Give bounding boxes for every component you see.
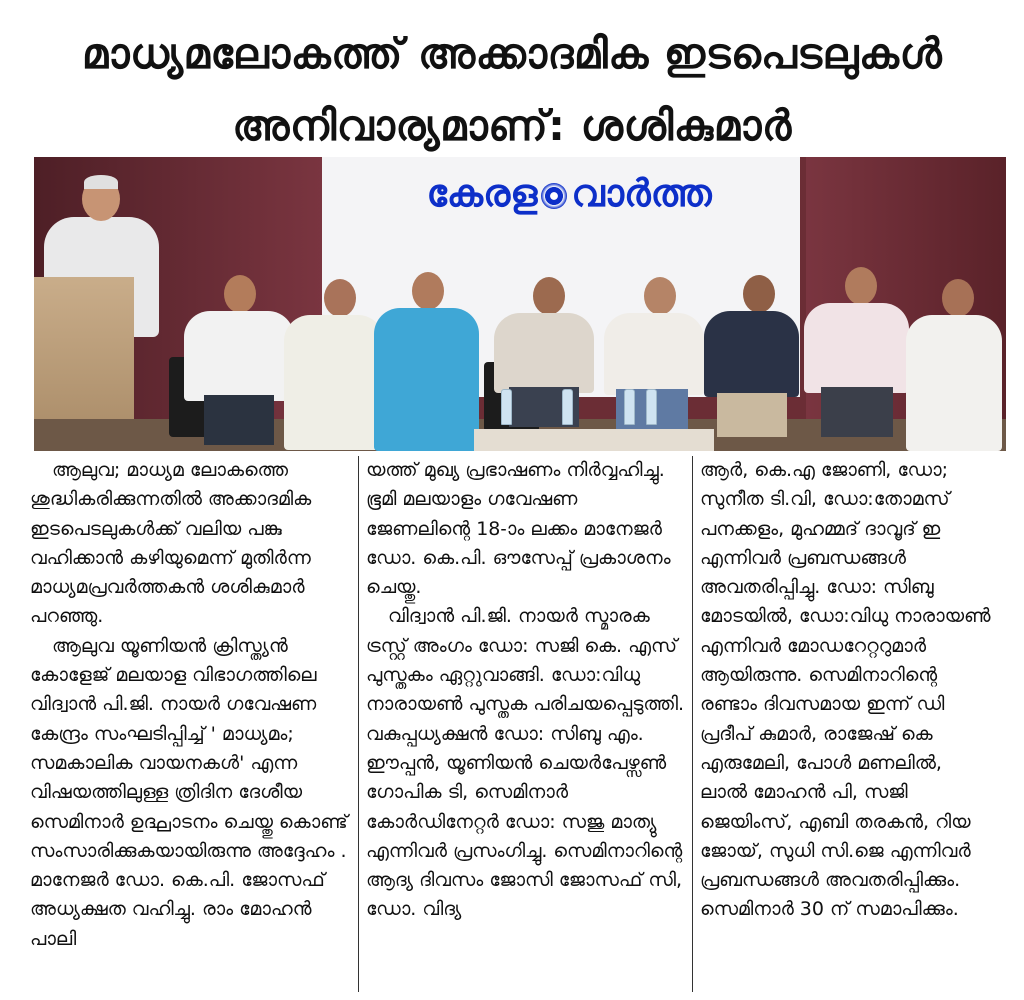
article-body [30,456,992,996]
water-bottle [562,389,573,425]
paragraph: ആർ, കെ.എ ജോണി, ഡോ; സുനീത ടി.വി, ഡോ:തോമസ് പനക്കളം, മുഹമ്മദ് ദാവൂദ് ഇ എന്നിവർ പ്രബന്ധങ്ങൾ അവതരിപ്പിച്ചു. ഡോ: സിബു മോടയിൽ, ഡോ:വിധു നാരായൺ എന്നിവർ മോഡറേറ്ററുമാർ ആയിരുന്നു. സെമിനാറിന്റെ രണ്ടാം ദിവസമായ ഇന്ന് ഡി പ്രദീപ് കുമാർ, രാജേഷ് കെ എരുമേലി, പോൾ മണലിൽ, ലാൽ മോഹൻ പി, സജി ജെയിംസ്, എബി തരകൻ, റിയ ജോയ്, സുധി സി.ജെ എന്നിവർ പ്രബന്ധങ്ങൾ അവതരിപ്പിക്കും. സെമിനാർ 30 ന് സമാപിക്കും. [700,459,991,921]
article-column-2 [366,456,686,925]
front-table [474,429,714,451]
paragraph: വിദ്വാൻ പി.ജി. നായർ സ്മാരക ട്രസ്റ്റ് അംഗം ഡോ: സജി കെ. എസ് പുസ്തകം ഏറ്റുവാങ്ങി. ഡോ:വിധു നാരായൺ പുസ്തക പരിചയപ്പെടുത്തി. വകുപ്പധ്യക്ഷൻ ഡോ: സിബു എം. ഈപ്പൻ, യൂണിയൻ ചെയർപേഴ്സൺ ഗോപിക ടി, സെമിനാർ കോർഡിനേറ്റർ ഡോ: സജു മാത്യു എന്നിവർ പ്രസംഗിച്ചു. സെമിനാറിന്റെ ആദ്യ ദിവസം ജോസി ജോസഫ് സി, ഡോ. വിദ്യ [366,605,685,921]
column-divider [692,456,693,992]
article-column-1 [30,456,352,954]
speaker-hair [84,175,118,189]
screen-logo-right: വാർത്ത [571,171,712,215]
news-photo [34,157,1006,451]
water-bottle [501,389,512,425]
headline-line-1: മാധ്യമലോകത്ത് അക്കാദമിക ഇടപെടലുകൾ [81,29,943,78]
paragraph: യത്ത് മുഖ്യ പ്രഭാഷണം നിർവ്വഹിച്ചു. ഭൂമി മലയാളം ഗവേഷണ ജേണലിന്റെ 18-ാം ലക്കം മാനേജർ ഡോ. കെ.പി. ഔസേപ്പ് പ്രകാശനം ചെയ്തു. [366,459,671,599]
column-divider [358,456,359,992]
paragraph: ആലുവ യൂണിയൻ ക്രിസ്ത്യൻ കോളേജ് മലയാള വിഭാഗത്തിലെ വിദ്വാൻ പി.ജി. നായർ ഗവേഷണ കേന്ദ്രം സംഘടിപ്പിച്ച് ' മാധ്യമം; സമകാലിക വായനകൾ' എന്ന വിഷയത്തിലുള്ള ത്രിദിന ദേശീയ സെമിനാർ ഉദ്ഘാടനം ചെയ്തു കൊണ്ട് സംസാരിക്കുകയായിരുന്നു അദ്ദേഹം . മാനേജർ ഡോ. കെ.പി. ജോസഫ് അധ്യക്ഷത വഹിച്ചു. രാം മോഹൻ പാലി [30,634,348,950]
screen-logo [394,171,744,215]
emblem-icon [541,183,567,209]
screen-logo-left: കേരള [426,171,538,215]
article-column-3 [700,456,992,925]
headline-line-2: അനിവാര്യമാണ്: ശശികുമാർ [232,101,792,150]
water-bottle [624,389,635,425]
paragraph: ആലുവ; മാധ്യമ ലോകത്തെ ശുദ്ധികരിക്കുന്നതിൽ അക്കാദമിക ഇടപെടലുകൾക്ക് വലിയ പങ്കു വഹിക്കാൻ കഴിയുമെന്ന് മുതിർന്ന മാധ്യമപ്രവർത്തകൻ ശശികുമാർ പറഞ്ഞു. [30,459,312,628]
water-bottle [646,389,657,425]
